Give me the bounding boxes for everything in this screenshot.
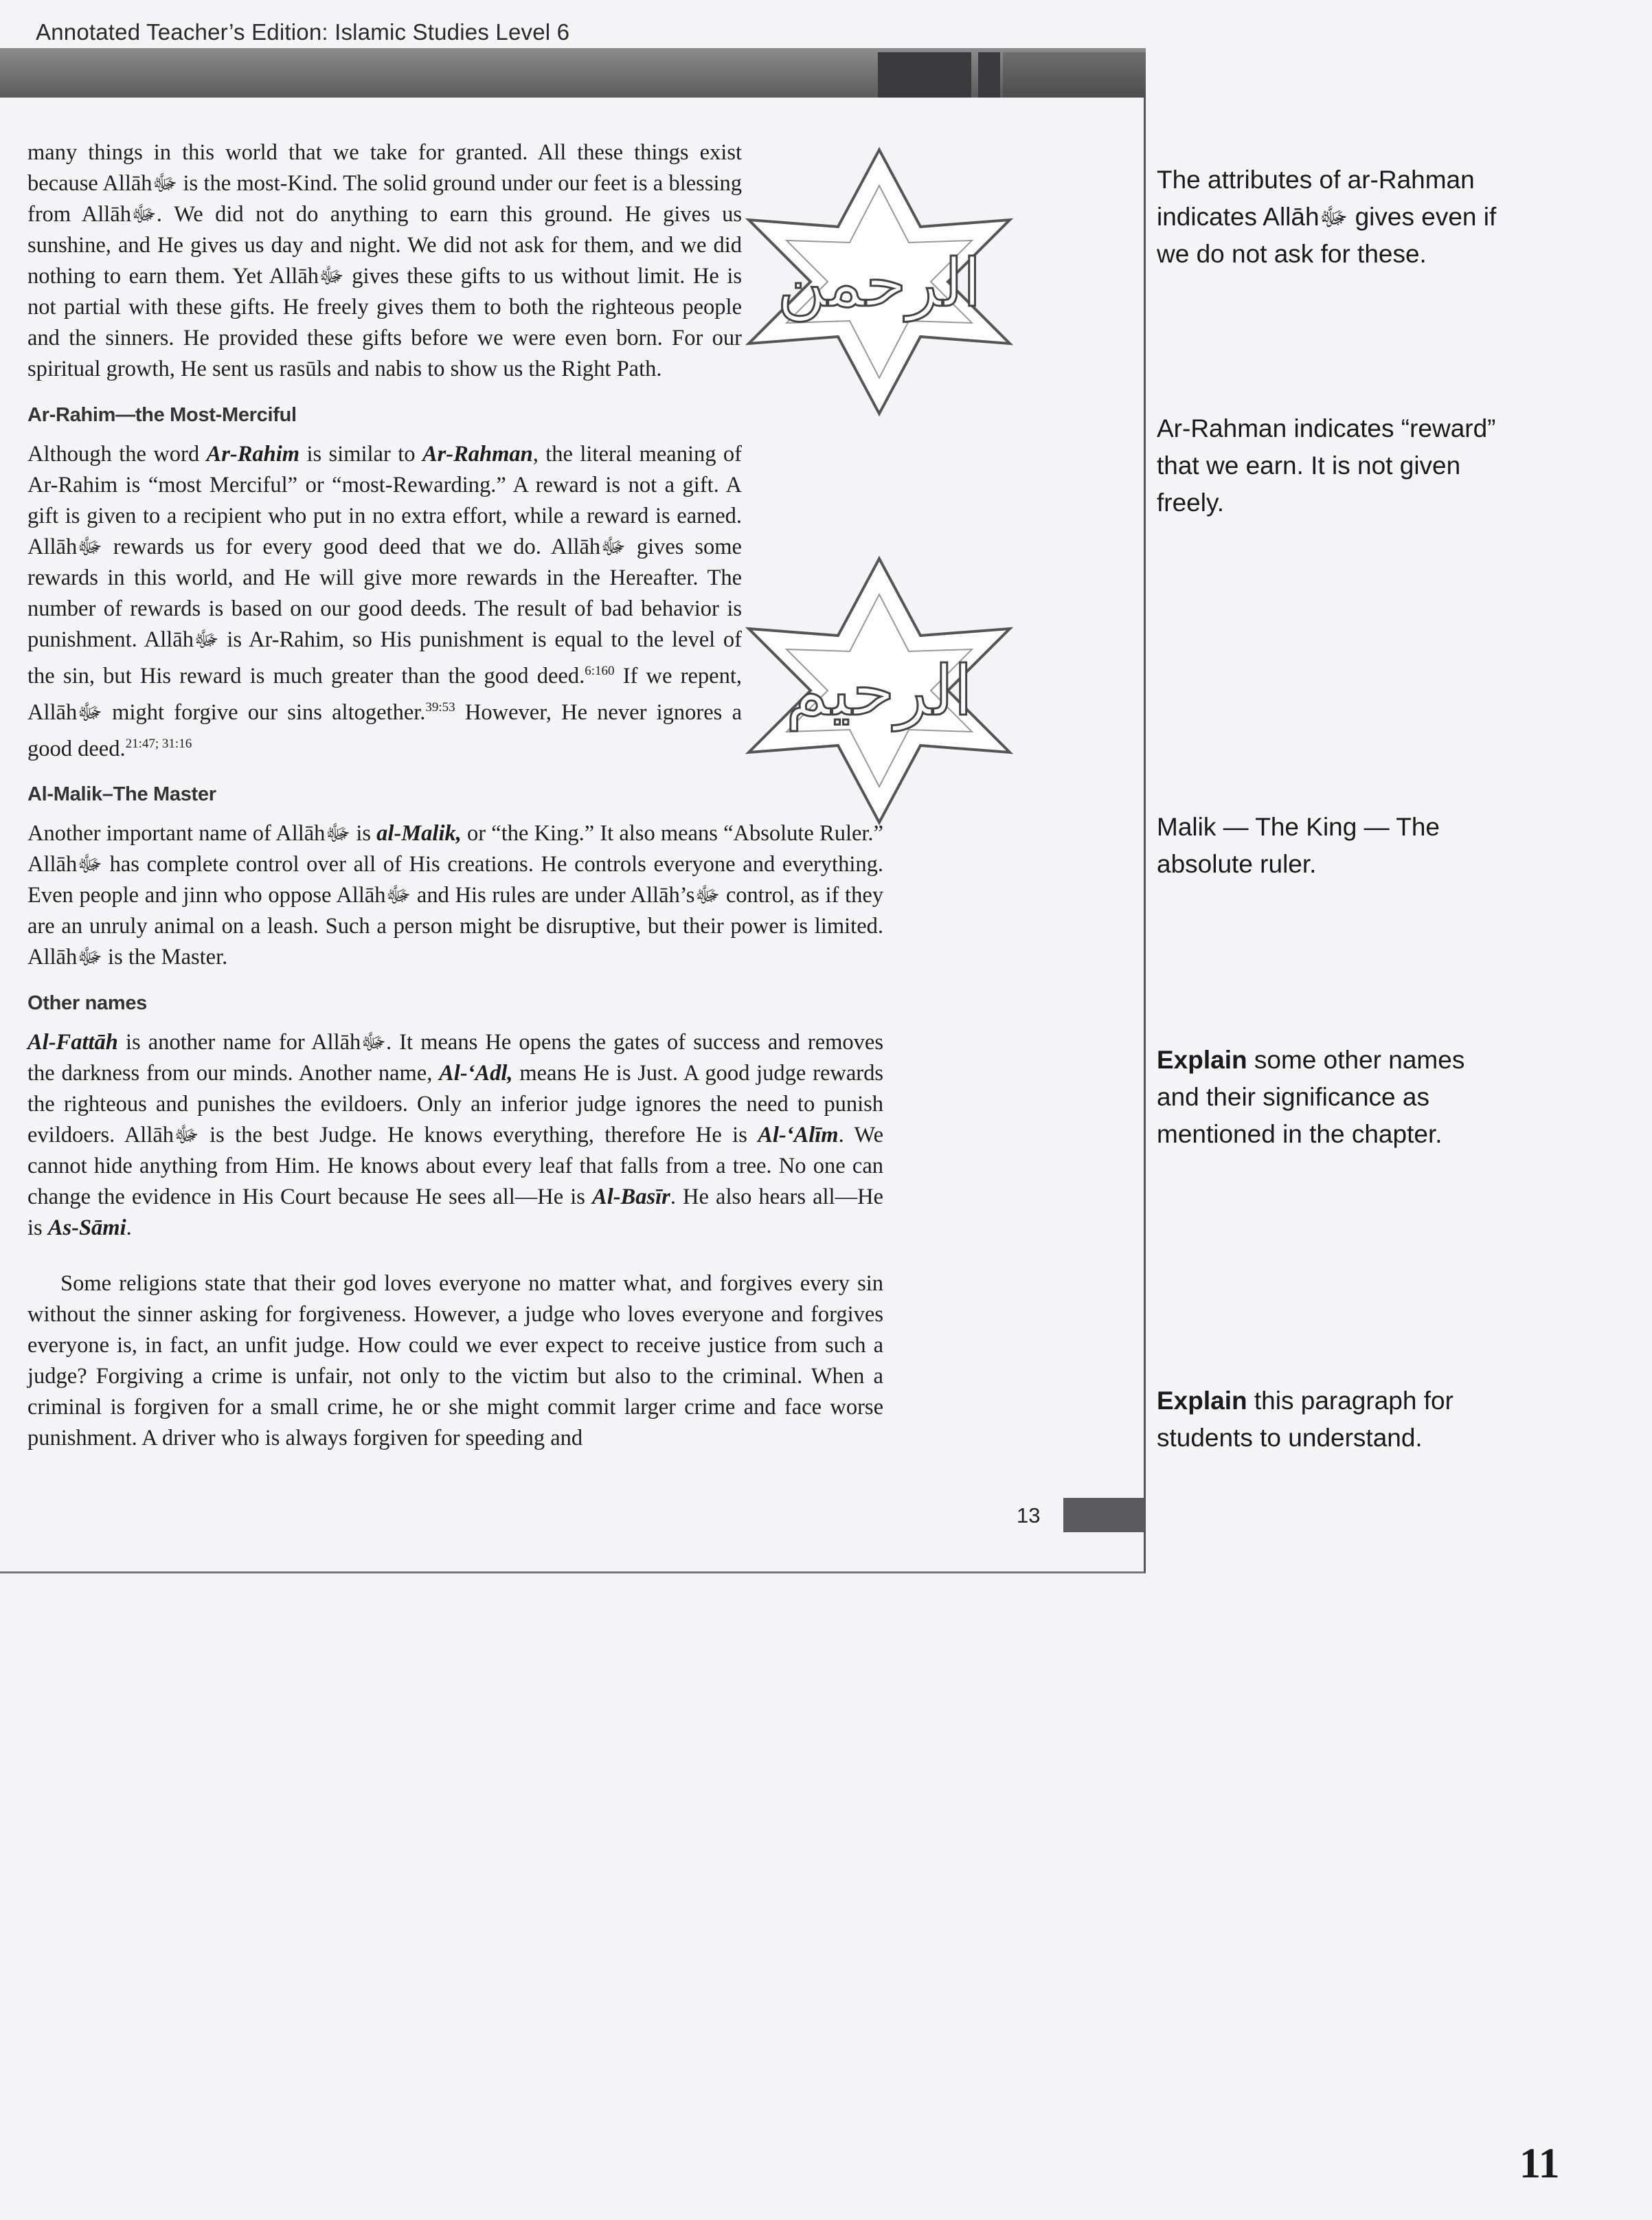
text-run: means He is Just. A good judge rewards the righteous and punishes the evildoers. Only an inferior judge ignores the need to punish evildoers. Allāhﷻ is the best Judge. He knows everything, therefore He is [27,1061,883,1148]
text-run: . He also hears all—He is [27,1185,883,1241]
note-text: this paragraph for students to understand. [1157,1387,1453,1452]
corner-page-number: 11 [1519,2140,1560,2187]
text-run: Although the word [27,442,207,467]
header-dark-block-small [978,52,1000,98]
text-run: or “the King.” It also means “Absolute Ruler.” Allāhﷻ has complete control over all of His creations. He controls everyone and everything. Even people and jinn who oppose Allāhﷻ and His rules are under Allāh’sﷻ control, as if they are an unruly animal on a leash. Such a person might be disruptive, but their power is limited. Allāhﷻ is the Master. [27,821,883,970]
term-ar-rahman: Ar-Rahman [422,442,533,467]
paragraph-intro: many things in this world that we take for granted. All these things exist because Allāhﷻ is the most-Kind. The solid ground under our feet is a blessing from Allāhﷻ. We did not do anything to earn this ground. He gives us sunshine, and He gives us day and night. We did not ask for them, and we did nothing to earn them. Yet Allāhﷻ gives these gifts to us without limit. He is not partial with these gifts. He freely gives them to both the righteous people and the sinners. He provided these gifts before we were even born. For our spiritual growth, He sent us rasūls and nabis to show us the Right Path. [27,140,742,381]
term-ar-rahim: Ar-Rahim [206,442,300,467]
header-dark-block [878,52,971,98]
verse-reference: 21:47; 31:16 [125,736,192,751]
page-number-bar [1063,1498,1144,1532]
header-bar [0,48,1146,98]
verse-reference: 6:160 [585,664,615,678]
ar-rahim-calligraphy-medallion [742,553,1017,828]
text-run: However, He never ignores a good deed. [27,699,742,761]
text-run: is similar to [299,442,422,467]
term-al-adl: Al-‘Adl, [439,1061,513,1086]
text-run: If we repent, Allāhﷻ might forgive our sins altogether. [27,663,742,725]
heading-other-names: Other names [27,992,147,1015]
heading-ar-rahim: Ar-Rahim—the Most-Merciful [27,404,297,426]
note-keyword: Explain [1157,1387,1247,1415]
term-al-alim: Al-‘Alīm [758,1123,839,1148]
margin-note-reward: Ar-Rahman indicates “reward” that we earn. It is not given freely. [1157,414,1496,517]
note-keyword: Explain [1157,1046,1247,1074]
margin-note-other-names [1157,1042,1514,1153]
arabic-calligraphy-rahman: الرحمن [777,245,982,322]
heading-al-malik: Al-Malik–The Master [27,783,216,806]
note-text: some other names and their significance as mentioned in the chapter. [1157,1046,1465,1148]
text-run: , the literal meaning of Ar-Rahim is “most Merciful” or “most-Rewarding.” A reward is not a gift. A gift is given to a recipient who put in no extra effort, while a reward is earned. Allāhﷻ rewards us for every good deed that we do. Allāhﷻ gives some rewards in this world, and He will give more rewards in the Hereafter. The number of rewards is based on our good deeds. The result of bad behavior is punishment. Allāhﷻ is Ar-Rahim, so His punishment is equal to the level of the sin, but His reward is much greater than the good deed. [27,442,742,688]
header-bar-right [1003,52,1146,98]
text-run: Another important name of Allāhﷻ is [27,821,377,846]
paragraph-other-names [27,1027,883,1244]
text-run: is another name for Allāhﷻ. It means He opens the gates of success and removes the darkness from our minds. Another name, [27,1030,883,1086]
margin-note-paragraph [1157,1382,1514,1457]
page-number: 13 [1017,1503,1041,1527]
margin-note-malik: Malik — The King — The absolute ruler. [1157,813,1440,878]
paragraph-ar-rahim [27,439,742,764]
verse-reference: 39:53 [425,699,455,715]
text-run: . [126,1215,132,1241]
book-title: Annotated Teacher’s Edition: Islamic Studies Level 6 [36,19,570,45]
paragraph-al-malik [27,818,883,973]
term-as-sami: As-Sāmi [47,1215,126,1241]
margin-note-ar-rahman: The attributes of ar-Rahman indicates Allāhﷻ gives even if we do not ask for these. [1157,166,1497,268]
text-run: . We cannot hide anything from Him. He knows about every leaf that falls from a tree. No one can change the evidence in His Court because He sees all—He is [27,1123,883,1210]
term-al-fattah: Al-Fattāh [27,1030,118,1055]
arabic-calligraphy-rahim: الرحيم [786,651,973,731]
term-al-basir: Al-Basīr [592,1185,670,1210]
paragraph-justice: Some religions state that their god loves everyone no matter what, and forgives every sin without the sinner asking for forgiveness. However, a judge who loves everyone and forgives everyone is, in fact, an unfit judge. How could we ever expect to receive justice from such a judge? Forgiving a crime is unfair, not only to the victim but also to the criminal. When a criminal is forgiven for a small crime, he or she might commit larger crime and face worse punishment. A driver who is always forgiven for speeding and [27,1271,883,1451]
ar-rahman-calligraphy-medallion [742,144,1017,419]
term-al-malik: al-Malik, [376,821,462,846]
